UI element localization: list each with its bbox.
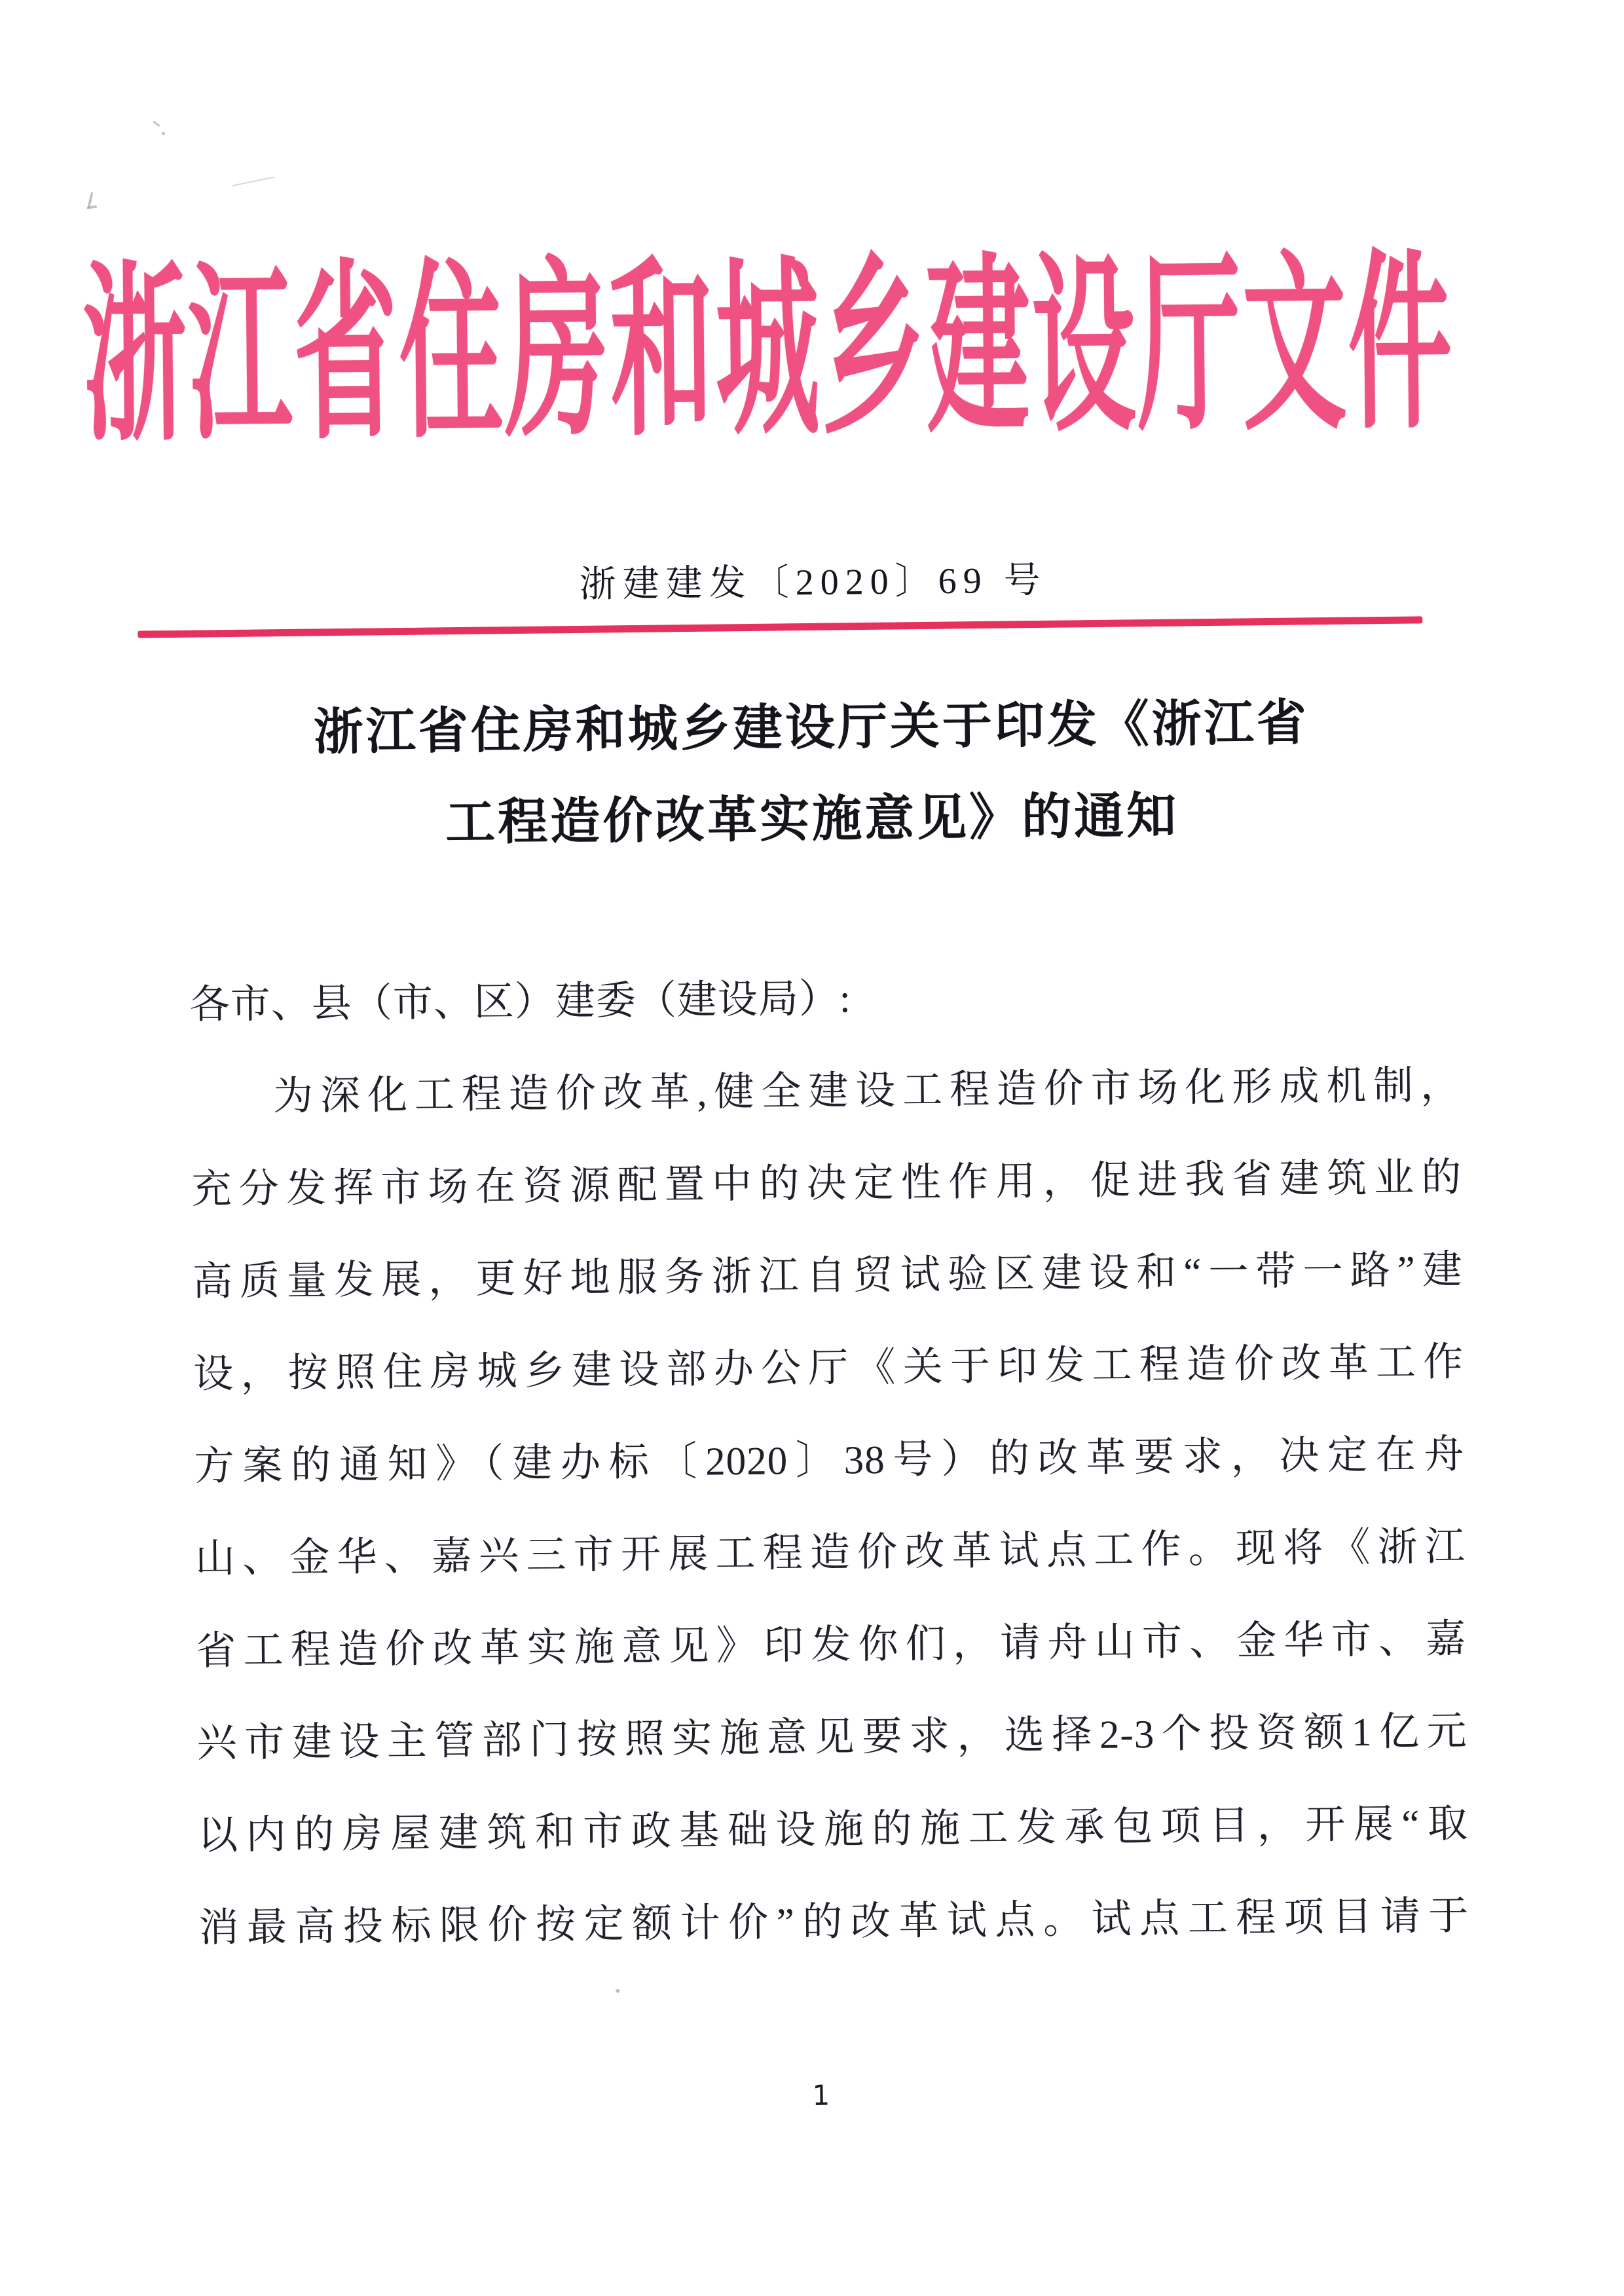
salutation-line: 各市、县（市、区）建委（建设局）:	[189, 977, 852, 1028]
document-title	[175, 676, 1448, 872]
pencil-mark	[153, 120, 160, 127]
document-reference-number: 浙建建发〔2020〕69 号	[579, 560, 1047, 606]
body-line: 方案的通知》（建办标〔2020〕38号）的改革要求，决定在舟	[194, 1432, 1465, 1489]
scan-speck	[232, 177, 274, 187]
body-line: 兴市建设主管部门按照实施意见要求，选择2-3个投资额1亿元	[196, 1709, 1467, 1766]
body-line: 以内的房屋建筑和市政基础设施的施工发承包项目，开展“取	[197, 1802, 1469, 1859]
scan-speck	[616, 1989, 619, 1993]
red-divider-rule	[138, 616, 1422, 638]
document-title-line2: 工程造价改革实施意见》的通知	[445, 788, 1179, 851]
body-line: 山、金华、嘉兴三市开展工程造价改革试点工作。现将《浙江	[194, 1525, 1466, 1582]
body-line: 消最高投标限价按定额计价”的改革试点。试点工程项目请于	[198, 1894, 1469, 1951]
pencil-mark	[86, 205, 97, 209]
body-line: 为深化工程造价改革,健全建设工程造价市场化形成机制，	[272, 1063, 1462, 1119]
document-title-line1: 浙江省住房和城乡建设厅关于印发《浙江省	[313, 695, 1310, 761]
body-text	[189, 947, 1469, 1975]
body-line: 设，按照住房城乡建设部办公厅《关于印发工程造价改革工作	[193, 1340, 1464, 1397]
body-line: 充分发挥市场在资源配置中的决定性作用，促进我省建筑业的	[191, 1156, 1462, 1212]
pencil-mark	[162, 132, 165, 135]
page-number: 1	[812, 2079, 830, 2112]
letterhead	[82, 239, 1455, 465]
letterhead-org-title: 浙江省住房和城乡建设厅文件	[82, 239, 1455, 465]
body-line: 高质量发展，更好地服务浙江自贸试验区建设和“一带一路”建	[192, 1248, 1464, 1305]
body-line: 省工程造价改革实施意见》印发你们，请舟山市、金华市、嘉	[196, 1617, 1467, 1674]
